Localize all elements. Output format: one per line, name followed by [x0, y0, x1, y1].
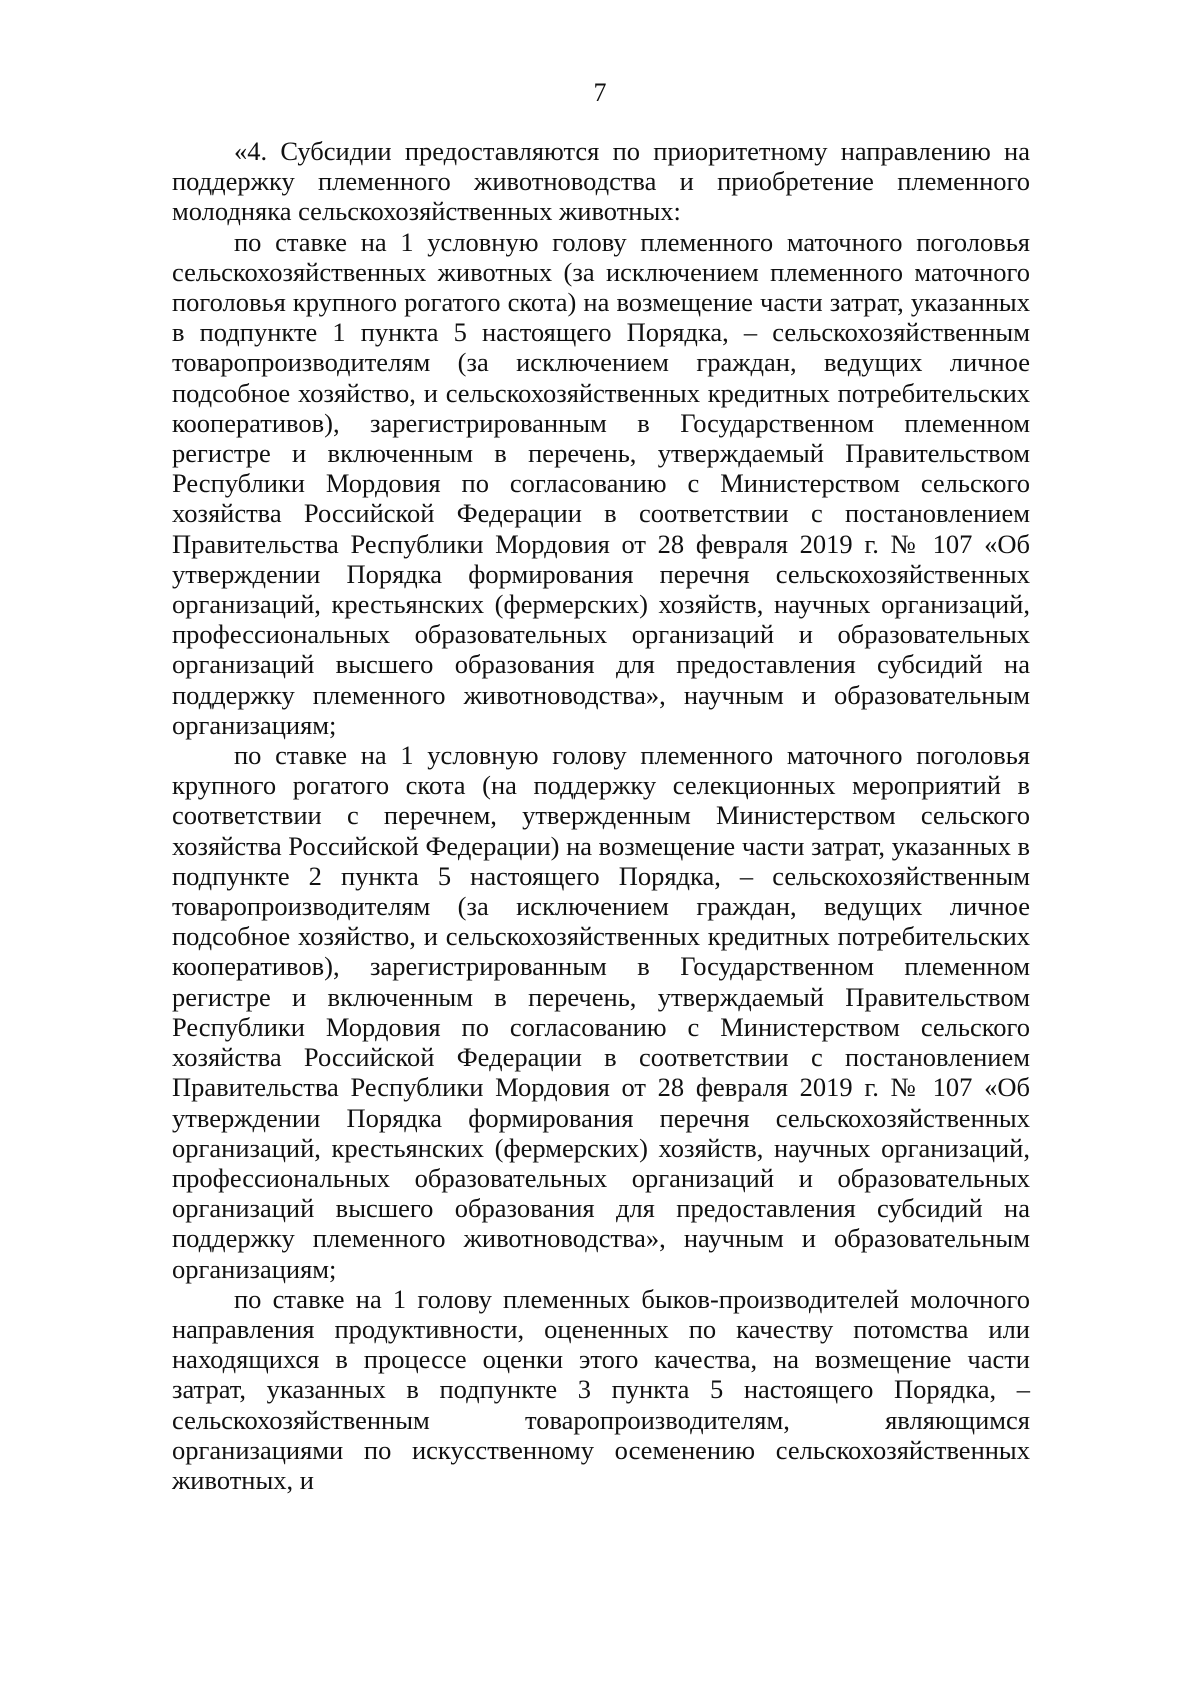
- document-body: [172, 136, 1030, 1495]
- paragraph-rate-breeding-bulls: по ставке на 1 голову племенных быков-производителей молочного направления продуктивности, оцененных по качеству потомства или находящихся в процессе оценки этого качества, на возмещение части затрат, указанных в подпункте 3 пункта 5 настоящего Порядка, – сельскохозяйственным товаропроизводителям, являющимся организациями по искусственному осеменению сельскохозяйственных животных, и: [172, 1283, 1030, 1495]
- paragraph-subsidy-clause-4: «4. Субсидии предоставляются по приоритетному направлению на поддержку племенного животноводства и приобретение племенного молодняка сельскохозяйственных животных:: [172, 136, 1030, 227]
- paragraph-rate-breeding-livestock: по ставке на 1 условную голову племенного маточного поголовья сельскохозяйственных животных (за исключением племенного маточного поголовья крупного рогатого скота) на возмещение части затрат, указанных в подпункте 1 пункта 5 настоящего Порядка, – сельскохозяйственным товаропроизводителям (за исключением граждан, ведущих личное подсобное хозяйство, и сельскохозяйственных кредитных потребительских кооперативов), зарегистрированным в Государственном племенном регистре и включенным в перечень, утверждаемый Правительством Республики Мордовия по согласованию с Министерством сельского хозяйства Российской Федерации в соответствии с постановлением Правительства Республики Мордовия от 28 февраля 2019 г. № 107 «Об утверждении Порядка формирования перечня сельскохозяйственных организаций, крестьянских (фермерских) хозяйств, научных организаций, профессиональных образовательных организаций и образовательных организаций высшего образования для предоставления субсидий на поддержку племенного животноводства», научным и образовательным организациям;: [172, 226, 1030, 740]
- page-number: 7: [593, 78, 607, 107]
- paragraph-rate-breeding-cattle: по ставке на 1 условную голову племенного маточного поголовья крупного рогатого скота (на поддержку селекционных мероприятий в соответствии с перечнем, утвержденным Министерством сельского хозяйства Российской Федерации) на возмещение части затрат, указанных в подпункте 2 пункта 5 настоящего Порядка, – сельскохозяйственным товаропроизводителям (за исключением граждан, ведущих личное подсобное хозяйство, и сельскохозяйственных кредитных потребительских кооперативов), зарегистрированным в Государственном племенном регистре и включенным в перечень, утверждаемый Правительством Республики Мордовия по согласованию с Министерством сельского хозяйства Российской Федерации в соответствии с постановлением Правительства Республики Мордовия от 28 февраля 2019 г. № 107 «Об утверждении Порядка формирования перечня сельскохозяйственных организаций, крестьянских (фермерских) хозяйств, научных организаций, профессиональных образовательных организаций и образовательных организаций высшего образования для предоставления субсидий на поддержку племенного животноводства», научным и образовательным организациям;: [172, 740, 1030, 1284]
